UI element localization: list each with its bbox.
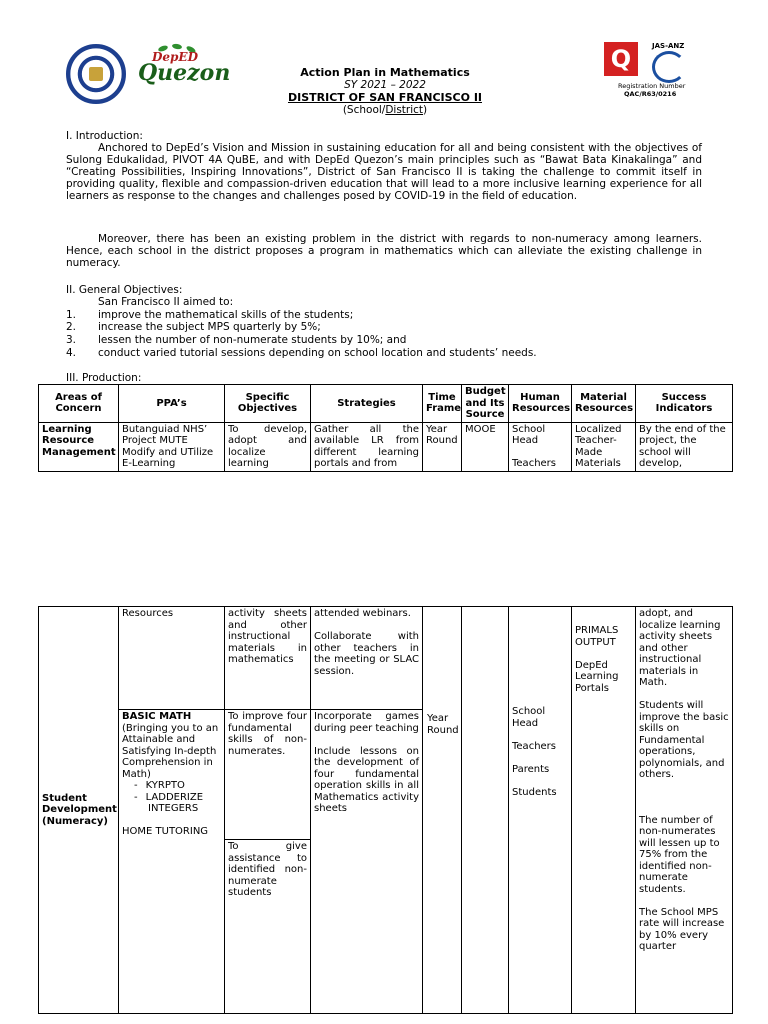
cell-objective: To develop, adopt and localize learning: [225, 422, 311, 471]
cell-budget: MOOE: [462, 422, 509, 471]
cell-budget-empty: [462, 607, 509, 1014]
production-heading: III. Production:: [66, 372, 142, 384]
cert-g-icon: [652, 51, 686, 83]
district-name: DISTRICT OF SAN FRANCISCO II: [287, 91, 482, 104]
cell-ppa-basic-math: BASIC MATH (Bringing you to an Attainable and Satisfying In-depth Comprehension in Math) - KYRPTO - LADDERIZE INTEGERS HOME TUTORING: [119, 710, 225, 1014]
deped-quezon-logo: [128, 50, 231, 96]
cell-area: Learning Resource Management: [39, 422, 119, 471]
cell-strategy: Incorporate games during peer teaching Include lessons on the development of four fundamental operation skills in all Mathematics activity sheets: [311, 710, 423, 1014]
objectives-heading: II. General Objectives:: [66, 284, 183, 296]
cell-objective: To improve four fundamental skills of non-numerates.: [225, 710, 311, 840]
cell-human: School Head Teachers: [509, 422, 572, 471]
cell-material: PRIMALS OUTPUT DepEd Learning Portals: [572, 607, 636, 1014]
cell-area-student-development: Student Development (Numeracy): [39, 607, 119, 1014]
cert-q-icon: Q: [604, 42, 638, 76]
objectives-lead: San Francisco II aimed to:: [98, 296, 234, 308]
column-header-objectives: Specific Objectives: [225, 385, 311, 423]
cert-jas-text: JAS-ANZ: [652, 42, 685, 50]
column-header-material-resources: Material Resources: [572, 385, 636, 423]
certification-logo: [604, 42, 700, 100]
cert-registration-label: Registration Number: [618, 82, 686, 90]
production-table-page-1: [38, 384, 733, 472]
cell-objective: activity sheets and other instructional materials in mathematics: [225, 607, 311, 710]
intro-heading: I. Introduction:: [66, 130, 143, 142]
column-header-budget: Budget and Its Source: [462, 385, 509, 423]
logo-quezon-text: Quezon: [138, 60, 231, 86]
intro-paragraph-2: Moreover, there has been an existing problem in the district with regards to non-numeracy among learners. Hence, each school in the district proposes a program in mathematics which can alleviate the existing challenge in numeracy.: [66, 233, 702, 269]
cell-indicator: By the end of the project, the school will develop,: [636, 422, 733, 471]
page-title: Action Plan in Mathematics: [300, 66, 470, 79]
objective-num: 3.: [66, 334, 77, 346]
objective-num: 4.: [66, 347, 77, 359]
cell-ppa: Resources: [119, 607, 225, 710]
intro-paragraph-1: Anchored to DepEd’s Vision and Mission in sustaining education for all and being consistent with the objectives of Sulong Edukalidad, PIVOT 4A QuBE, and with DepEd Quezon’s main principles such as “Bawat Bata Kinakalinga” and “Creating Possibilities, Inspiring Innovations”, District of San Francisco II is taking the challenge to commit itself in providing quality, flexible and compassion-driven education that will lead to a more inclusive learning experience for all learners as response to the changes and challenges posed by COVID-19 in the field of education.: [66, 142, 702, 202]
objective-text: increase the subject MPS quarterly by 5%;: [98, 321, 321, 333]
cell-objective: To give assistance to identified non-numerate students: [225, 840, 311, 1014]
cell-human: School Head Teachers Parents Students: [509, 607, 572, 1014]
cell-strategy: Gather all the available LR from different learning portals and from: [311, 422, 423, 471]
objective-text: lessen the number of non-numerate students by 10%; and: [98, 334, 407, 346]
deped-seal-logo: [66, 44, 126, 104]
column-header-areas: Areas of Concern: [39, 385, 119, 423]
objective-text: conduct varied tutorial sessions depending on school location and students’ needs.: [98, 347, 537, 359]
school-year: SY 2021 – 2022: [344, 79, 426, 91]
column-header-time-frame: Time Frame: [423, 385, 462, 423]
column-header-strategies: Strategies: [311, 385, 423, 423]
cert-qac-number: QAC/R63/0216: [624, 90, 677, 98]
column-header-ppas: PPA’s: [119, 385, 225, 423]
column-header-human-resources: Human Resources: [509, 385, 572, 423]
cell-time: Year Round: [427, 713, 459, 736]
cell-ppa: Butanguiad NHS’ Project MUTE Modify and UTilize E-Learning: [119, 422, 225, 471]
cell-material: Localized Teacher-Made Materials: [572, 422, 636, 471]
school-district-label: (School/District): [342, 104, 428, 116]
cell-time: Year Round: [423, 422, 462, 471]
objective-text: improve the mathematical skills of the students;: [98, 309, 354, 321]
logo-deped-text: DepED: [152, 50, 198, 64]
column-header-success-indicators: Success Indicators: [636, 385, 733, 423]
cell-time-empty: [423, 607, 462, 1014]
cell-strategy: attended webinars. Collaborate with other teachers in the meeting or SLAC session.: [311, 607, 423, 710]
cell-indicator: adopt, and localize learning activity sheets and other instructional materials in Math. Students will improve the basic skills on Fundamental operations, polynomials, and others. The number of non-numerates will lessen up to 75% from the identified non-numerate students. The School MPS rate will increase by 10% every quarter: [636, 607, 733, 1014]
production-table-page-2: [38, 606, 733, 1014]
objective-num: 2.: [66, 321, 77, 333]
objective-num: 1.: [66, 309, 77, 321]
